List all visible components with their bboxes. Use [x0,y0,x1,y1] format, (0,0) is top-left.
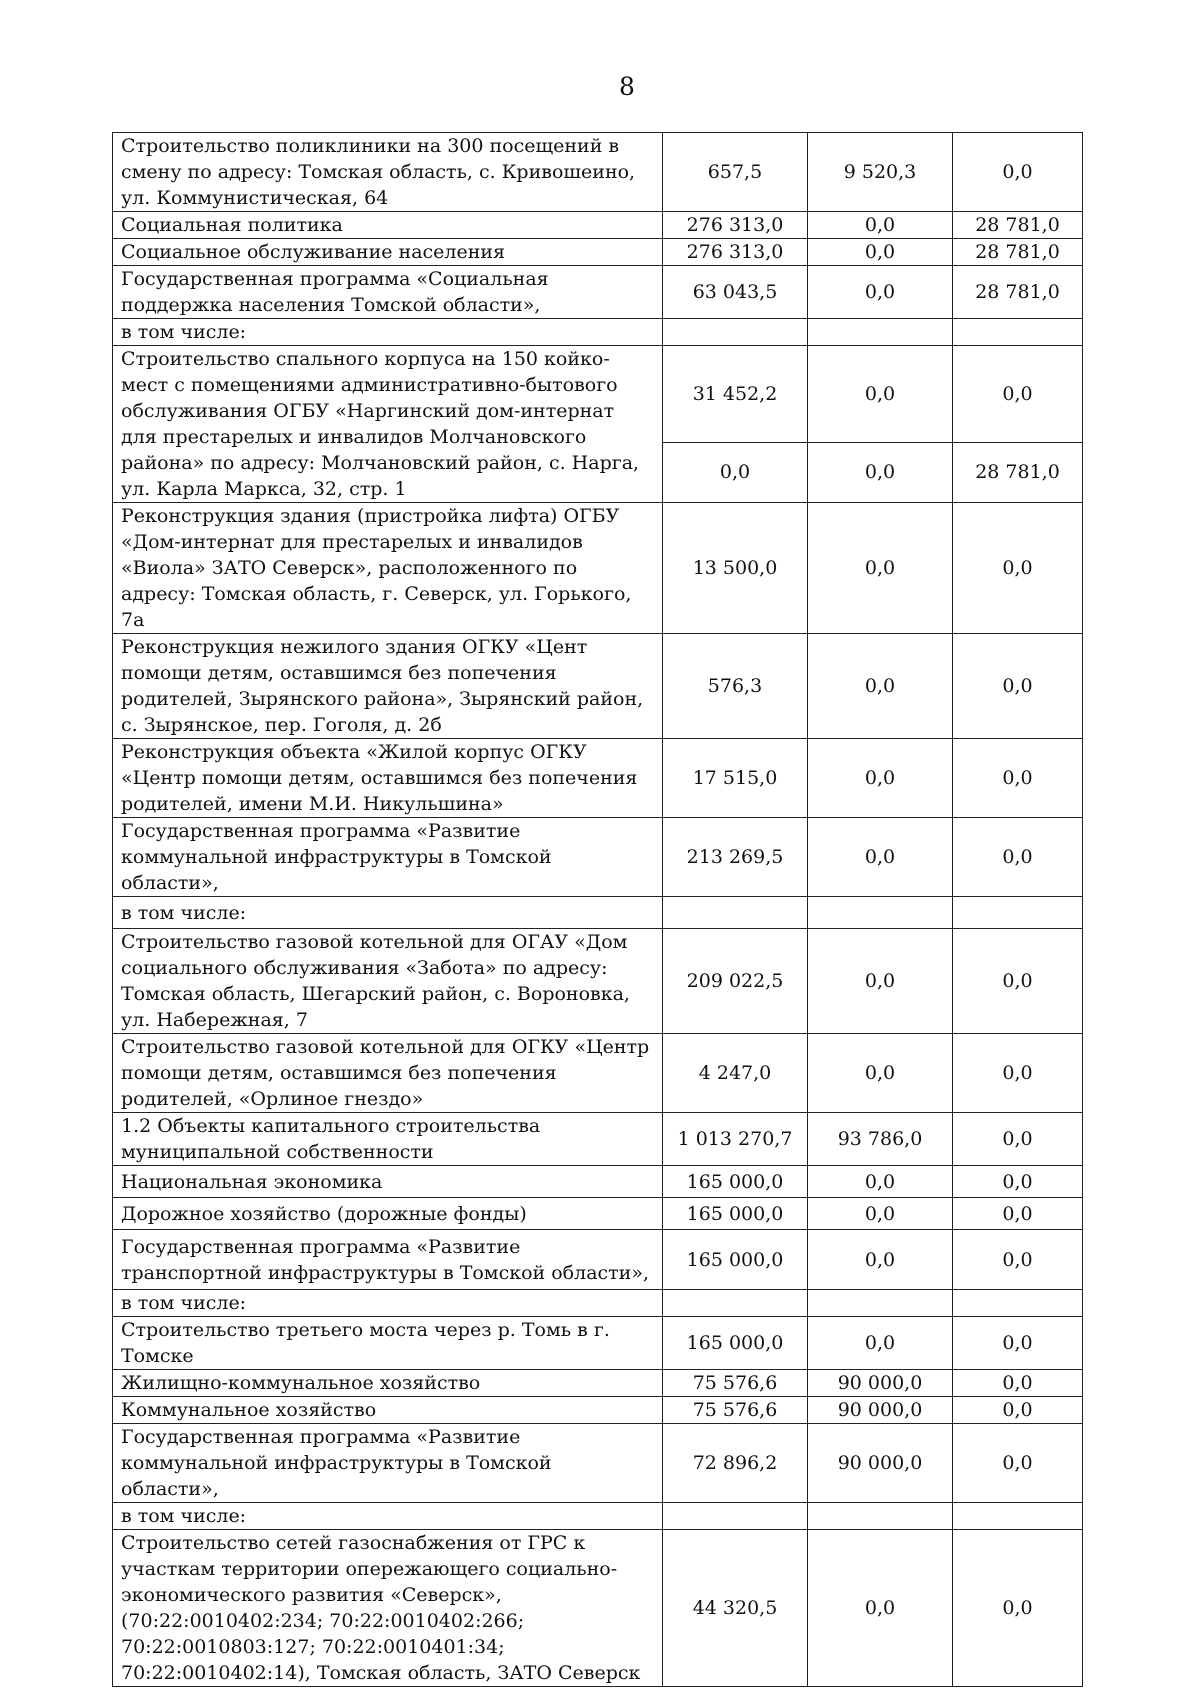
value-col-1 [663,319,808,346]
value-col-1: 165 000,0 [663,1317,808,1370]
table-row [113,212,1083,239]
value-col-1: 17 515,0 [663,739,808,818]
table-row [113,1034,1083,1113]
row-name: в том числе: [113,1290,663,1317]
row-name: в том числе: [113,319,663,346]
value-col-3: 28 781,0 [953,442,1083,502]
value-col-3: 0,0 [953,1370,1083,1397]
value-col-3: 0,0 [953,346,1083,443]
value-col-3: 0,0 [953,1530,1083,1687]
table-row [113,897,1083,929]
table-row [113,929,1083,1034]
value-col-1: 576,3 [663,634,808,739]
value-col-1: 4 247,0 [663,1034,808,1113]
table-row [113,133,1083,212]
table-row [113,634,1083,739]
table-row [113,503,1083,634]
value-col-3 [953,1290,1083,1317]
value-col-2: 0,0 [808,929,953,1034]
row-name: Дорожное хозяйство (дорожные фонды) [113,1198,663,1230]
value-col-2 [808,897,953,929]
value-col-3: 0,0 [953,1230,1083,1290]
row-name: Реконструкция здания (пристройка лифта) ОГБУ «Дом-интернат для престарелых и инвалидов «Виола» ЗАТО Северск», расположенного по адресу: Томская область, г. Северск, ул. Горького, 7а [113,503,663,634]
value-col-2 [808,319,953,346]
row-name: Реконструкция нежилого здания ОГКУ «Цент помощи детям, оставшимся без попечения родителей, Зырянского района», Зырянский район, с. Зырянское, пер. Гоголя, д. 2б [113,634,663,739]
value-col-2: 0,0 [808,212,953,239]
row-name: Государственная программа «Развитие коммунальной инфраструктуры в Томской области», [113,1424,663,1503]
value-col-1: 209 022,5 [663,929,808,1034]
row-name: Социальное обслуживание населения [113,239,663,266]
value-col-3: 0,0 [953,929,1083,1034]
value-col-3 [953,897,1083,929]
value-col-2: 0,0 [808,1230,953,1290]
value-col-1: 44 320,5 [663,1530,808,1687]
value-col-3: 0,0 [953,634,1083,739]
value-col-2: 0,0 [808,503,953,634]
row-name: Строительство газовой котельной для ОГАУ «Дом социального обслуживания «Забота» по адресу: Томская область, Шегарский район, с. Вороновка, ул. Набережная, 7 [113,929,663,1034]
value-col-3 [953,1503,1083,1530]
table-row [113,266,1083,319]
value-col-1: 1 013 270,7 [663,1113,808,1166]
row-name: в том числе: [113,897,663,929]
row-name: Жилищно-коммунальное хозяйство [113,1370,663,1397]
value-col-2 [808,1503,953,1530]
row-name: Строительство газовой котельной для ОГКУ «Центр помощи детям, оставшимся без попечения родителей, «Орлиное гнездо» [113,1034,663,1113]
value-col-1: 72 896,2 [663,1424,808,1503]
value-col-2: 0,0 [808,266,953,319]
value-col-2 [808,1290,953,1317]
row-name: Коммунальное хозяйство [113,1397,663,1424]
table-row [113,739,1083,818]
value-col-2: 93 786,0 [808,1113,953,1166]
value-col-3: 28 781,0 [953,239,1083,266]
value-col-2: 0,0 [808,1198,953,1230]
table-row [113,1503,1083,1530]
row-name: в том числе: [113,1503,663,1530]
value-col-1: 165 000,0 [663,1198,808,1230]
value-col-1 [663,1290,808,1317]
table-row [113,1166,1083,1198]
value-col-2: 0,0 [808,1166,953,1198]
value-col-1: 63 043,5 [663,266,808,319]
value-col-2: 0,0 [808,442,953,502]
row-name: Строительство спального корпуса на 150 койко-мест с помещениями административно-бытового обслуживания ОГБУ «Наргинский дом-интернат для престарелых и инвалидов Молчановского района» по адресу: Молчановский район, с. Нарга, ул. Карла Маркса, 32, стр. 1 [113,346,663,503]
value-col-2: 9 520,3 [808,133,953,212]
row-name: Строительство сетей газоснабжения от ГРС к участкам территории опережающего социально-экономического развития «Северск», (70:22:0010402:234; 70:22:0010402:266; 70:22:0010803:127; 70:22:0010401:34; 70:22:0010402:14), Томская область, ЗАТО Северск [113,1530,663,1687]
value-col-3: 0,0 [953,818,1083,897]
value-col-3: 0,0 [953,1198,1083,1230]
table-row [113,319,1083,346]
value-col-3: 0,0 [953,1113,1083,1166]
table-row [113,818,1083,897]
table-row [113,346,1083,443]
table-row [113,1317,1083,1370]
row-name: Национальная экономика [113,1166,663,1198]
value-col-3: 0,0 [953,503,1083,634]
value-col-1: 31 452,2 [663,346,808,443]
value-col-3: 0,0 [953,1166,1083,1198]
value-col-1 [663,897,808,929]
table-row [113,1424,1083,1503]
table-row [113,1198,1083,1230]
value-col-3: 0,0 [953,133,1083,212]
value-col-2: 0,0 [808,346,953,443]
value-col-2: 0,0 [808,1034,953,1113]
row-name: Реконструкция объекта «Жилой корпус ОГКУ «Центр помощи детям, оставшимся без попечения родителей, имени М.И. Никульшина» [113,739,663,818]
value-col-3: 0,0 [953,1424,1083,1503]
value-col-2: 0,0 [808,239,953,266]
value-col-2: 90 000,0 [808,1424,953,1503]
value-col-1: 13 500,0 [663,503,808,634]
table-row [113,239,1083,266]
value-col-3: 0,0 [953,739,1083,818]
row-name: Социальная политика [113,212,663,239]
value-col-3: 28 781,0 [953,212,1083,239]
table-row [113,1397,1083,1424]
value-col-1: 276 313,0 [663,212,808,239]
value-col-1: 75 576,6 [663,1397,808,1424]
row-name: Государственная программа «Развитие транспортной инфраструктуры в Томской области», [113,1230,663,1290]
value-col-3: 0,0 [953,1034,1083,1113]
value-col-1 [663,1503,808,1530]
row-name: 1.2 Объекты капитального строительства муниципальной собственности [113,1113,663,1166]
value-col-3: 0,0 [953,1397,1083,1424]
page-number: 8 [619,72,635,101]
value-col-1: 165 000,0 [663,1230,808,1290]
value-col-1: 213 269,5 [663,818,808,897]
value-col-1: 0,0 [663,442,808,502]
value-col-3 [953,319,1083,346]
table-row [113,1370,1083,1397]
value-col-1: 276 313,0 [663,239,808,266]
budget-table [112,132,1083,1687]
table-row [113,1113,1083,1166]
row-name: Строительство поликлиники на 300 посещений в смену по адресу: Томская область, с. Кривошеино, ул. Коммунистическая, 64 [113,133,663,212]
row-name: Государственная программа «Социальная поддержка населения Томской области», [113,266,663,319]
row-name: Государственная программа «Развитие коммунальной инфраструктуры в Томской области», [113,818,663,897]
value-col-3: 28 781,0 [953,266,1083,319]
value-col-2: 90 000,0 [808,1397,953,1424]
table-row [113,1230,1083,1290]
table-row [113,1290,1083,1317]
value-col-3: 0,0 [953,1317,1083,1370]
value-col-2: 0,0 [808,1530,953,1687]
value-col-1: 165 000,0 [663,1166,808,1198]
value-col-2: 0,0 [808,739,953,818]
value-col-2: 0,0 [808,634,953,739]
value-col-2: 90 000,0 [808,1370,953,1397]
value-col-1: 75 576,6 [663,1370,808,1397]
value-col-2: 0,0 [808,818,953,897]
table-row [113,1530,1083,1687]
value-col-2: 0,0 [808,1317,953,1370]
row-name: Строительство третьего моста через р. Томь в г. Томске [113,1317,663,1370]
value-col-1: 657,5 [663,133,808,212]
